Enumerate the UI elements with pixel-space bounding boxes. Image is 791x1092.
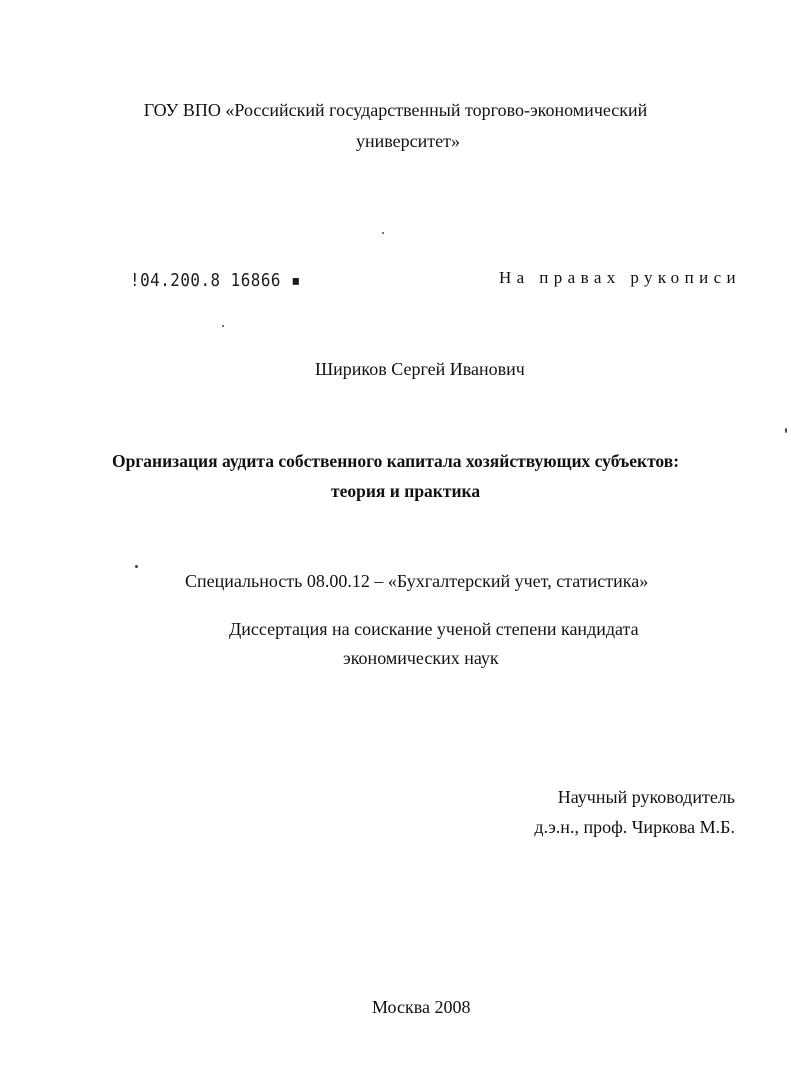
supervisor-name: д.э.н., проф. Чиркова М.Б. [534, 817, 735, 837]
degree-line-2: экономических наук [343, 648, 499, 668]
dissertation-title-line-1: Организация аудита собственного капитала хозяйствующих субъектов: [111, 451, 680, 471]
city-year: Москва 2008 [372, 997, 471, 1017]
degree-line-1: Диссертация на соискание ученой степени кандидата [229, 619, 639, 639]
scan-speck [135, 565, 138, 568]
specialty-line: Специальность 08.00.12 – «Бухгалтерский учет, статистика» [185, 571, 649, 591]
scan-speck [222, 325, 224, 327]
author-name: Шириков Сергей Иванович [315, 359, 525, 379]
manuscript-rights-label: На правах рукописи [499, 268, 742, 287]
institution-line-2: университет» [356, 131, 460, 151]
scan-speck [785, 428, 787, 433]
dissertation-title-line-2: теория и практика [331, 481, 481, 501]
scan-speck [382, 232, 384, 234]
supervisor-role: Научный руководитель [557, 787, 735, 807]
archive-stamp-number: !04.200.8 16866 ▪ [130, 270, 302, 291]
institution-line-1: ГОУ ВПО «Российский государственный торгово-экономический [143, 100, 648, 120]
